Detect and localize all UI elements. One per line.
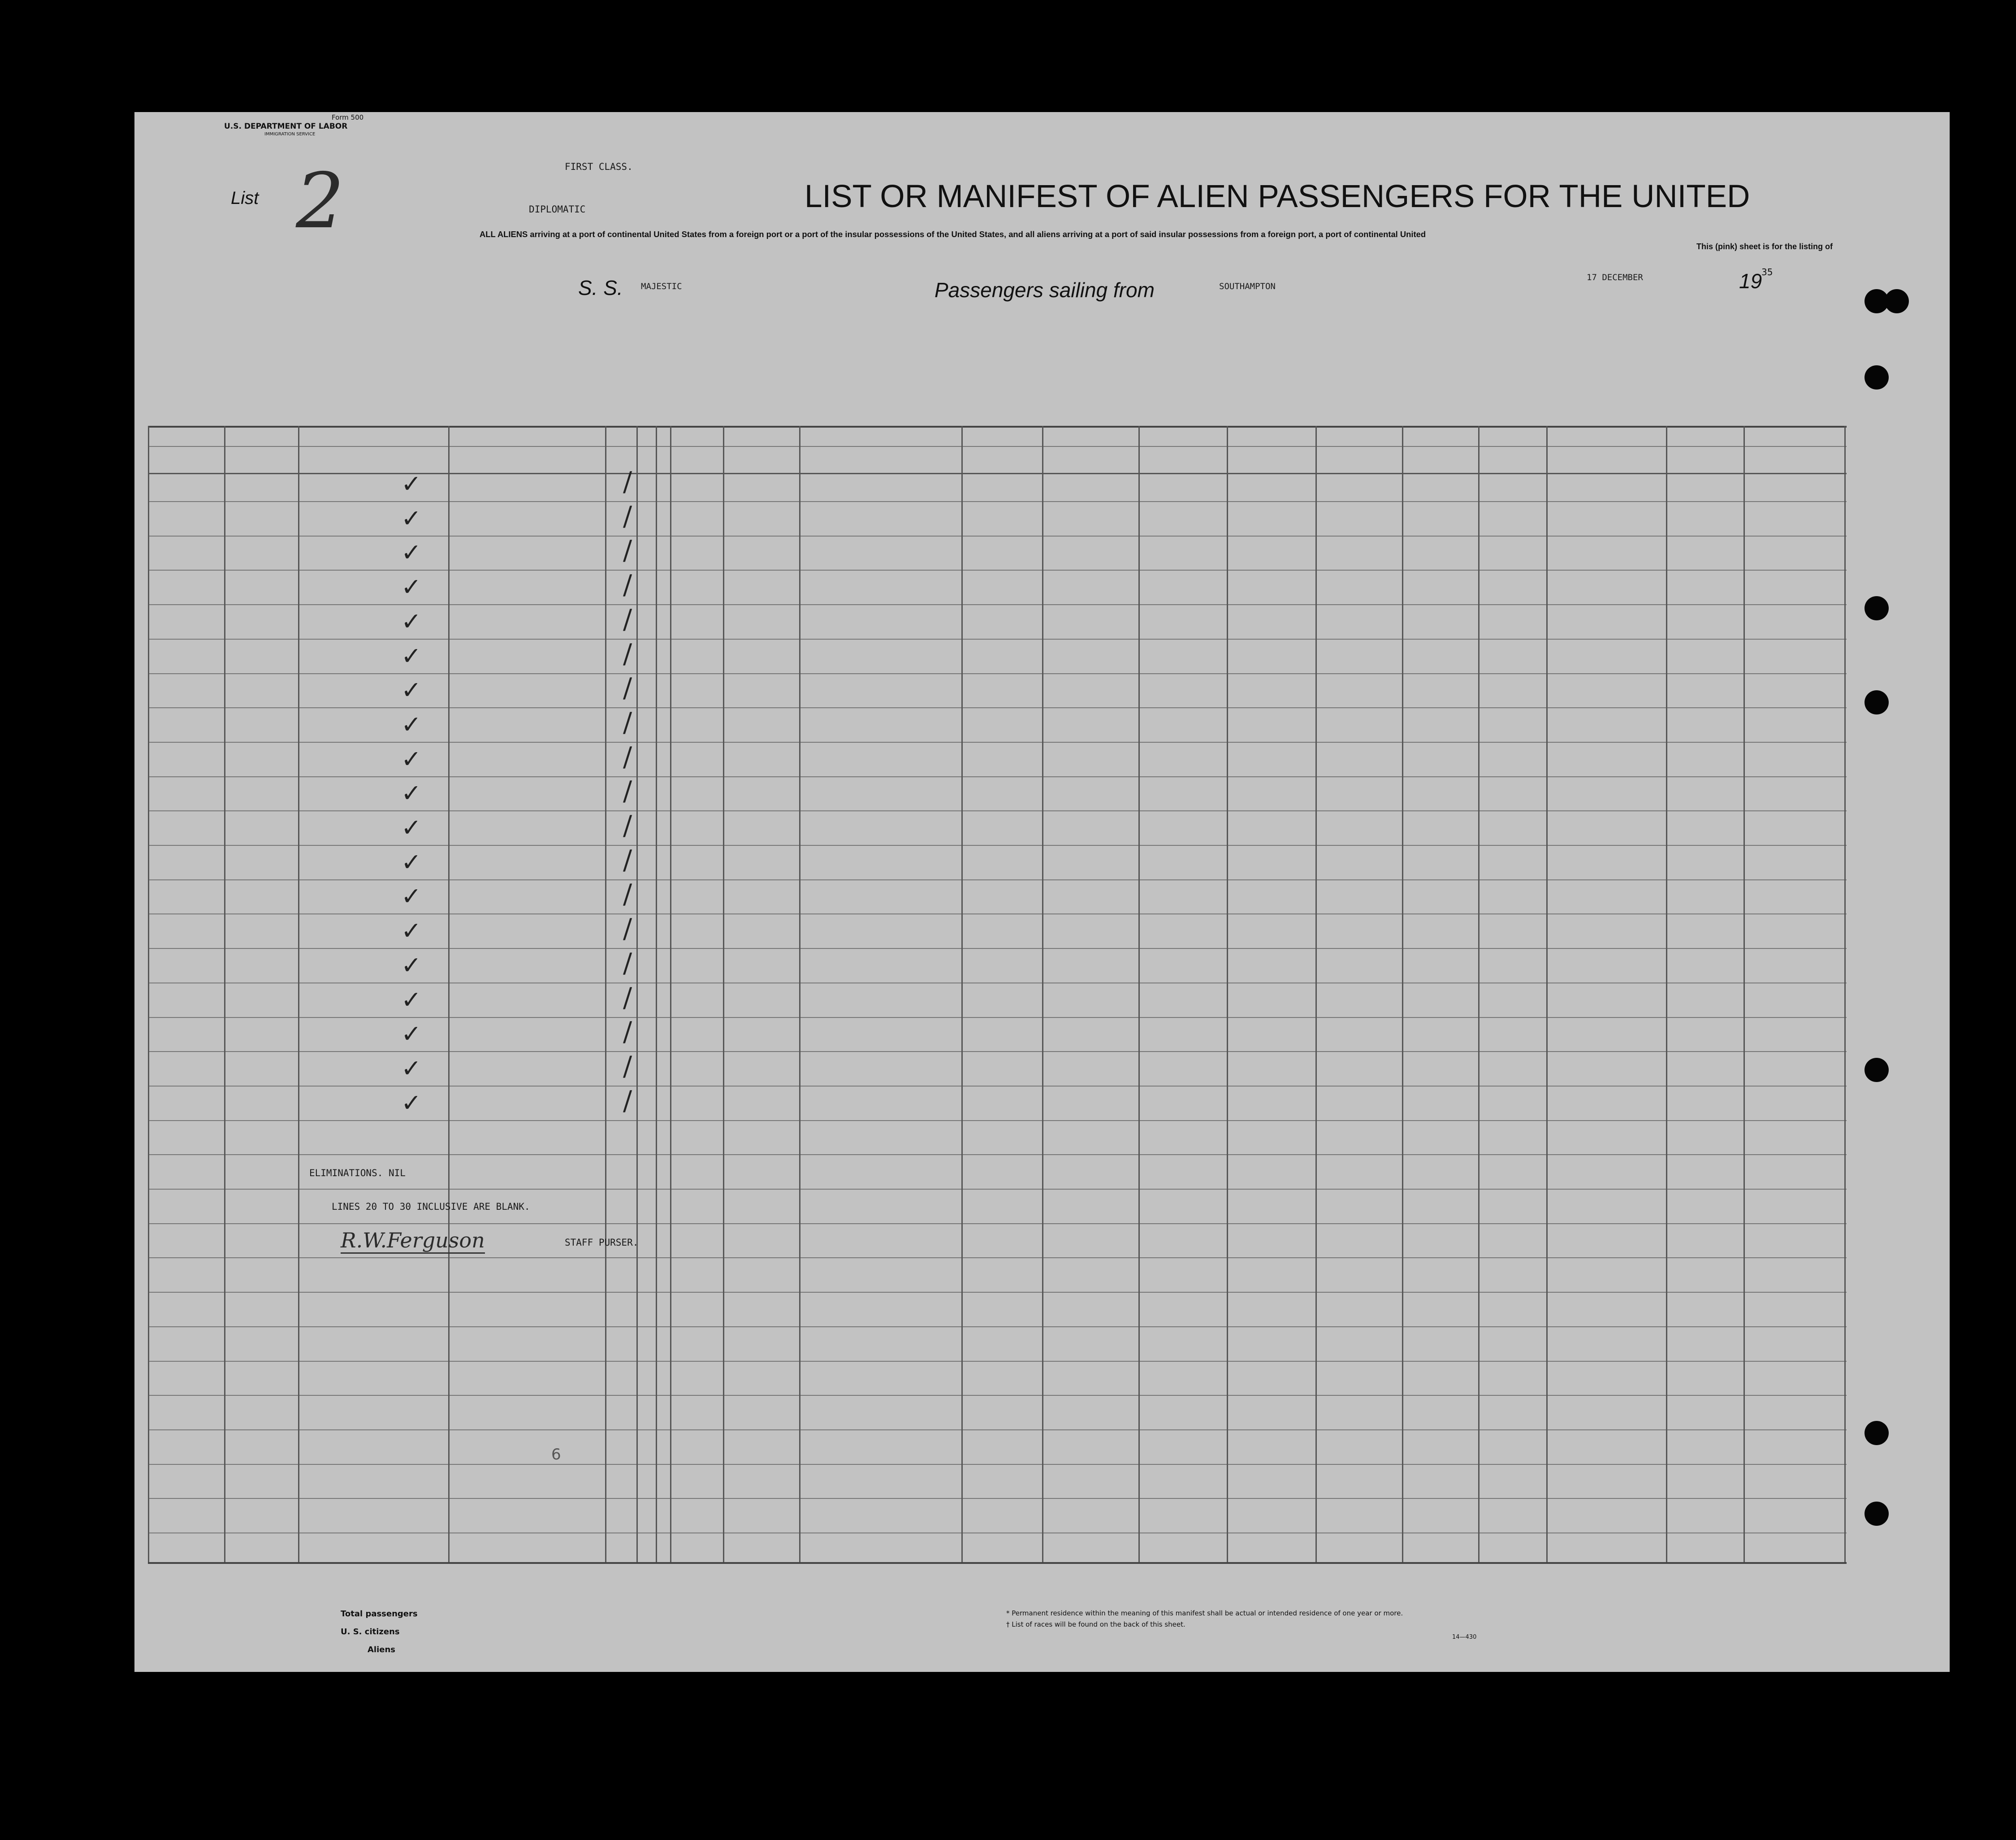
check-mark: / <box>623 706 632 738</box>
sailing-label: Passengers sailing from <box>934 278 1155 302</box>
row-rule <box>148 604 1847 605</box>
check-mark: ✓ <box>401 641 422 670</box>
binder-hole <box>1865 1421 1889 1445</box>
aliens-label: Aliens <box>368 1645 396 1654</box>
binder-hole <box>1865 596 1889 620</box>
column-rule <box>1227 426 1228 1562</box>
check-mark: ✓ <box>401 985 422 1014</box>
binder-hole <box>1865 365 1889 390</box>
blank-lines-note: LINES 20 TO 30 INCLUSIVE ARE BLANK. <box>332 1201 530 1212</box>
column-rule <box>224 426 225 1562</box>
column-rule <box>1315 426 1317 1562</box>
check-mark: / <box>623 672 632 704</box>
column-rule <box>1666 426 1667 1562</box>
check-mark: / <box>623 1085 632 1117</box>
header-rule <box>148 426 1847 428</box>
check-mark: ✓ <box>401 1054 422 1082</box>
header-rule <box>148 446 1847 447</box>
check-mark: / <box>623 810 632 841</box>
table-bottom-rule <box>148 1562 1847 1564</box>
row-rule <box>148 1429 1847 1430</box>
column-rule <box>656 426 657 1562</box>
binder-hole <box>1865 1058 1889 1082</box>
column-rule <box>448 426 450 1562</box>
check-mark: ✓ <box>401 538 422 567</box>
check-mark: ✓ <box>401 917 422 945</box>
row-rule <box>148 1464 1847 1465</box>
check-mark: ✓ <box>401 504 422 533</box>
column-rule <box>799 426 800 1562</box>
diplomatic-label: DIPLOMATIC <box>529 204 586 215</box>
check-mark: ✓ <box>401 710 422 739</box>
column-rule <box>1743 426 1745 1562</box>
row-rule <box>148 1326 1847 1327</box>
column-rule <box>961 426 963 1562</box>
total-passengers-label: Total passengers <box>341 1609 418 1619</box>
column-rule <box>636 426 638 1562</box>
class-label: FIRST CLASS. <box>565 161 633 172</box>
check-mark: / <box>623 982 632 1013</box>
check-mark: ✓ <box>401 676 422 705</box>
row-rule <box>148 1051 1847 1052</box>
row-rule <box>148 570 1847 571</box>
column-rule <box>1042 426 1043 1562</box>
port-name: SOUTHAMPTON <box>1219 281 1276 291</box>
column-rule <box>1402 426 1403 1562</box>
row-rule <box>148 1017 1847 1018</box>
column-rule <box>723 426 724 1562</box>
year-prefix: 19 <box>1739 269 1762 293</box>
year-suffix: 35 <box>1761 267 1773 277</box>
check-mark: ✓ <box>401 745 422 773</box>
column-rule <box>1546 426 1548 1562</box>
row-rule <box>148 536 1847 537</box>
check-mark: / <box>623 569 632 601</box>
check-mark: ✓ <box>401 1020 422 1048</box>
manifest-title: LIST OR MANIFEST OF ALIEN PASSENGERS FOR THE UNITED <box>805 179 1750 214</box>
row-rule <box>148 810 1847 811</box>
check-mark: ✓ <box>401 951 422 979</box>
check-mark: / <box>623 603 632 635</box>
ss-label: S. S. <box>578 276 623 299</box>
row-rule <box>148 1292 1847 1293</box>
check-mark: / <box>623 638 632 670</box>
list-number: 2 <box>296 157 345 246</box>
row-rule <box>148 776 1847 777</box>
binder-hole <box>1865 1502 1889 1526</box>
row-rule <box>148 1189 1847 1190</box>
column-rule <box>670 426 671 1562</box>
check-mark: / <box>623 741 632 773</box>
row-rule <box>148 1120 1847 1121</box>
row-rule <box>148 1154 1847 1155</box>
check-mark: / <box>623 500 632 532</box>
row-rule <box>148 1395 1847 1396</box>
eliminations-note: ELIMINATIONS. NIL <box>309 1168 406 1178</box>
row-rule <box>148 948 1847 949</box>
row-rule <box>148 1361 1847 1362</box>
department-label: U.S. DEPARTMENT OF LABOR <box>224 122 348 131</box>
manifest-subtitle-2: This (pink) sheet is for the listing of <box>1696 242 1833 251</box>
check-mark: / <box>623 879 632 910</box>
sailing-date: 17 DECEMBER <box>1587 273 1643 282</box>
form-number: Form 500 <box>332 113 364 121</box>
column-rule <box>1138 426 1140 1562</box>
binder-hole <box>1865 690 1889 714</box>
column-rule <box>1844 426 1846 1562</box>
column-rule <box>298 426 299 1562</box>
page-mark: 6 <box>551 1446 561 1463</box>
check-mark: / <box>623 913 632 945</box>
footnote-residence: * Permanent residence within the meaning of this manifest shall be actual or intended residence of one year or more. <box>1006 1609 1403 1617</box>
check-mark: ✓ <box>401 779 422 808</box>
column-rule <box>605 426 606 1562</box>
binder-hole <box>1885 289 1909 313</box>
check-mark: ✓ <box>401 573 422 602</box>
row-rule <box>148 1498 1847 1499</box>
row-rule <box>148 1257 1847 1258</box>
check-mark: / <box>623 947 632 979</box>
check-mark: / <box>623 844 632 876</box>
row-rule <box>148 1086 1847 1087</box>
check-mark: / <box>623 1016 632 1048</box>
footnote-races: † List of races will be found on the back of this sheet. <box>1006 1620 1185 1628</box>
purser-signature: R.W.Ferguson <box>341 1228 485 1254</box>
check-mark: ✓ <box>401 607 422 636</box>
check-mark: / <box>623 1050 632 1082</box>
check-mark: ✓ <box>401 470 422 498</box>
check-mark: / <box>623 466 632 498</box>
list-label: List <box>231 188 259 208</box>
row-rule <box>148 845 1847 846</box>
row-rule <box>148 639 1847 640</box>
purser-title: STAFF PURSER. <box>565 1237 639 1248</box>
us-citizens-label: U. S. citizens <box>341 1627 400 1637</box>
check-mark: / <box>623 775 632 807</box>
service-label: IMMIGRATION SERVICE <box>264 132 316 137</box>
manifest-subtitle: ALL ALIENS arriving at a port of continental United States from a foreign port or a port of the insular possessions of the United States, and all aliens arriving at a port of said insular possessions from a foreign port, a port of continental United <box>480 229 1426 239</box>
row-rule <box>148 1223 1847 1224</box>
check-mark: / <box>623 535 632 567</box>
row-rule <box>148 707 1847 708</box>
row-rule <box>148 501 1847 502</box>
column-rule <box>1478 426 1480 1562</box>
check-mark: ✓ <box>401 848 422 876</box>
row-rule <box>148 879 1847 880</box>
check-mark: ✓ <box>401 882 422 911</box>
column-rule <box>148 426 149 1562</box>
ship-name: MAJESTIC <box>641 281 682 291</box>
check-mark: ✓ <box>401 814 422 842</box>
row-rule <box>148 673 1847 674</box>
check-mark: ✓ <box>401 1088 422 1117</box>
form-code: 14—430 <box>1452 1634 1477 1641</box>
row-rule <box>148 742 1847 743</box>
manifest-sheet <box>134 112 1950 1672</box>
